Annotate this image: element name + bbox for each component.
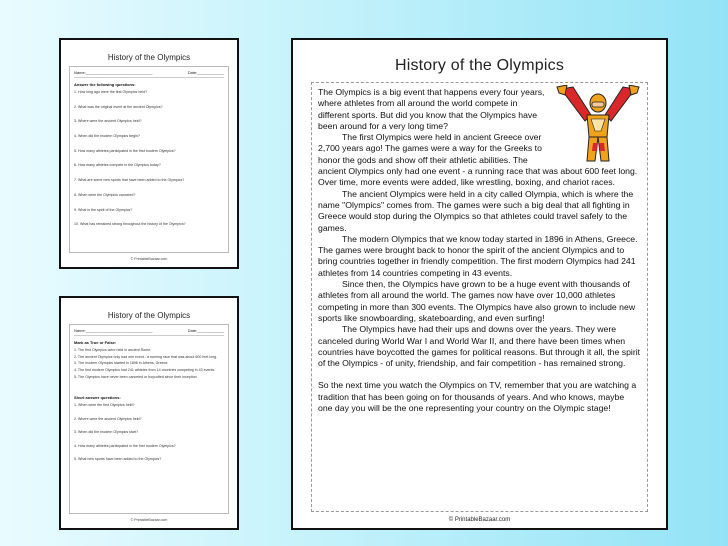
worksheet-body [69, 324, 229, 514]
questions-worksheet-thumbnail [59, 38, 239, 269]
worksheet-footer: © PrintableBazaar.com [130, 257, 168, 261]
date-field-label: Date:____________ [187, 70, 224, 75]
left-hand-shape [557, 85, 567, 95]
question-item: 3. Where were the ancient Olympics held? [74, 119, 142, 124]
short-answer-instructions: Short answer questions: [74, 395, 121, 401]
worksheet-instructions: Answer the following questions: [74, 82, 136, 87]
short-answer-item: 5. What new sports have been added to the Olympics? [74, 457, 162, 462]
true-false-list [74, 348, 224, 379]
short-answer-list [74, 403, 224, 462]
short-answer-item: 3. When did the modern Olympics start? [74, 430, 139, 435]
reading-passage-page [291, 38, 668, 530]
right-leg-stripe-shape [599, 143, 605, 151]
question-item: 6. How many athletes compete in the Olympics today? [74, 163, 161, 168]
page-footer: © PrintableBazaar.com [448, 517, 511, 523]
date-field-label: Date:____________ [187, 328, 224, 333]
name-date-row [74, 70, 224, 78]
face-shape [592, 102, 604, 107]
left-leg-stripe-shape [592, 143, 598, 151]
question-item: 9. What is the spirit of the Olympics? [74, 207, 133, 212]
passage-paragraph: The first Olympics were held in ancient Greece over 2,700 years ago! The games were a way for the Greeks to honor the gods and show off their athletic abilities. The ancient Olympics only had one event - a running race that was about 600 feet long. Over time, more events were added, like wrestling, boxing, and chariot races. [318, 132, 638, 188]
true-false-item: 1. The first Olympics were held in ancient Rome. [74, 348, 152, 352]
true-false-item: 2. The ancient Olympics only had one event - a running race that was about 600 feet long. [74, 354, 218, 359]
question-item: 7. What are some new sports that have been added to the Olympics? [74, 178, 185, 183]
question-list [74, 90, 224, 227]
passage-paragraph: The modern Olympics that we know today started in 1896 in Athens, Greece. The games were brought back to honor the spirit of the ancient Olympics and to bring countries together in friendly competition. The first modern Olympics had 241 athletes from 14 countries competing in 43 events. [318, 233, 638, 278]
question-item: 10. What has remained strong throughout the history of the Olympics? [74, 222, 186, 227]
question-item: 1. How long ago were the first Olympics held? [74, 90, 148, 94]
passage-paragraph: The Olympics have had their ups and downs over the years. They were canceled during World War I and World War II, and there have been times when countries have boycotted the games for political reasons. But through it all, the spirit of the Olympics - of unity, friendship, and fair competition - has remained strong. [318, 324, 641, 369]
name-field-label: Name:______________________________ [74, 328, 153, 333]
right-hand-shape [629, 85, 639, 95]
short-answer-item: 1. When were the first Olympics held? [74, 403, 135, 408]
question-item: 5. How many athletes participated in the first modern Olympics? [74, 148, 176, 153]
short-answer-item: 2. Where were the ancient Olympics held? [74, 416, 142, 421]
worksheet-footer: © PrintableBazaar.com [130, 518, 168, 522]
question-item: 4. When did the modern Olympics begin? [74, 134, 140, 139]
short-answer-item: 4. How many athletes participated in the first modern Olympics? [74, 443, 176, 448]
passage-paragraph: The ancient Olympics were held in a city called Olympia, which is where the name "Olympics" comes from. The games were such a big deal that all fighting in Greece would stop during the Olympics so that athletes could travel safely to the games. [318, 188, 634, 233]
true-false-item: 5. The Olympics have never been canceled or boycotted since their inception. [74, 374, 198, 379]
passage-paragraph: So the next time you watch the Olympics on TV, remember that you are watching a tradition that has been going on for thousands of years. And who knows, maybe one day you will be the one representing your country on the Olympic stage! [318, 380, 637, 414]
name-date-row [74, 328, 224, 336]
worksheet-title: History of the Olympics [107, 53, 191, 62]
worksheet-title: History of the Olympics [107, 311, 191, 320]
passage-box [311, 82, 648, 512]
true-false-item: 4. The first modern Olympics had 241 athletes from 14 countries competing in 43 events. [74, 368, 216, 373]
olympic-athlete-illustration [551, 85, 645, 163]
worksheet-body [69, 66, 229, 253]
true-false-item: 3. The modern Olympics started in 1896 in Athens, Greece. [74, 361, 169, 366]
page-title: History of the Olympics [394, 57, 565, 74]
question-item: 8. When were the Olympics canceled? [74, 192, 136, 197]
name-field-label: Name:______________________________ [74, 70, 153, 75]
passage-paragraph: The Olympics is a big event that happens every four years, where athletes from all around the world compete in different sports. But did you know that the Olympics have been around for a very long time? [318, 87, 545, 131]
true-false-worksheet-thumbnail [59, 296, 239, 530]
true-false-instructions: Mark as True or False: [74, 340, 117, 345]
paragraph-spacer [318, 369, 641, 380]
passage-paragraph: Since then, the Olympics have grown to be a huge event with thousands of athletes from all around the world. The games now have over 10,000 athletes competing in more than 300 events. The Olympics have also grown to include new sports like snowboarding, skateboarding, and even surfing! [318, 279, 636, 323]
question-item: 2. What was the original event at the ancient Olympics? [74, 104, 163, 109]
